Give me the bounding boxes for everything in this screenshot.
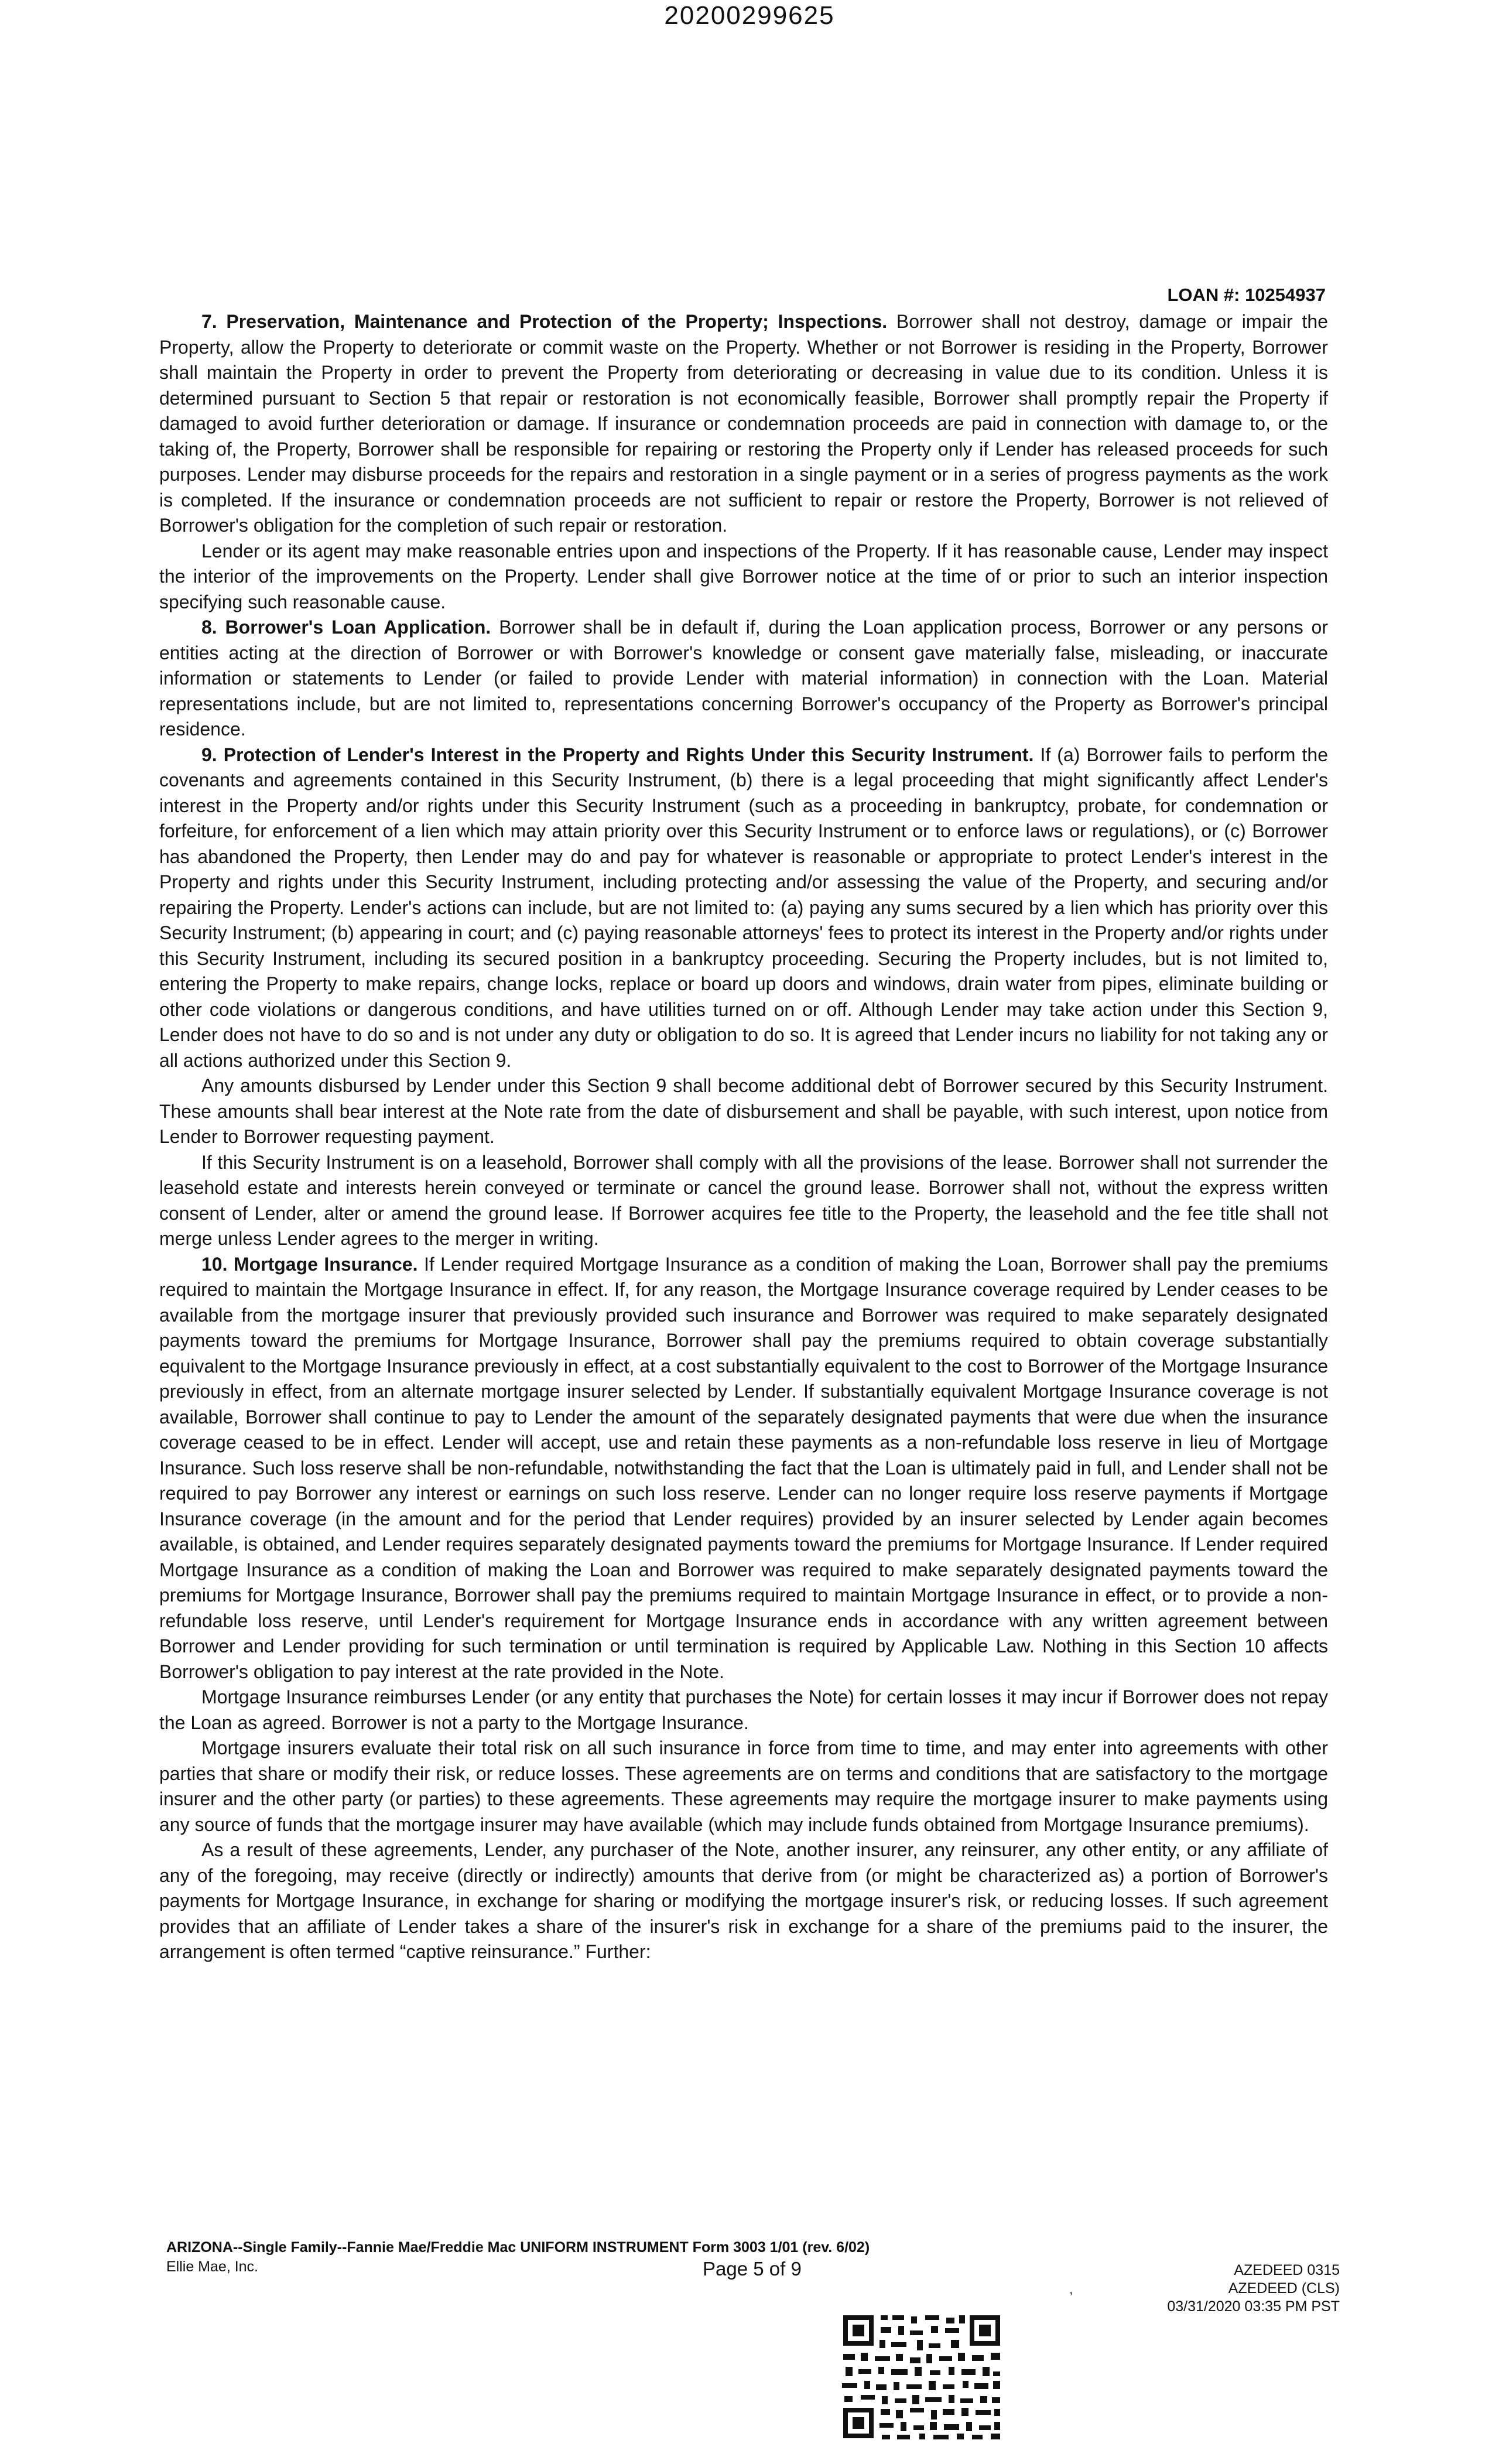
- section-10-insurers-paragraph: Mortgage insurers evaluate their total risk on all such insurance in force from time to time, and may enter into agreements with other parties that share or modify their risk, or reduce losses. These agreements are on terms and conditions that are satisfactory to the mortgage insurer and the other party (or parties) to these agreements. These agreements may require the mortgage insurer to make payments using any source of funds that the mortgage insurer may have available (which may include funds obtained from Mortgage Insurance premiums).: [159, 1737, 1328, 1835]
- section-7-text: Borrower shall not destroy, damage or impair the Property, allow the Property to deteriorate or commit waste on the Property. Whether or not Borrower is residing in the Property, Borrower shall maintain the Property in order to prevent the Property from deteriorating or decreasing in value due to its condition. Unless it is determined pursuant to Section 5 that repair or restoration is not economically feasible, Borrower shall promptly repair the Property if damaged to avoid further deterioration or damage. If insurance or condemnation proceeds are paid in connection with damage to, or the taking of, the Property, Borrower shall be responsible for repairing or restoring the Property only if Lender has released proceeds for such purposes. Lender may disburse proceeds for the repairs and restoration in a single payment or in a series of progress payments as the work is completed. If the insurance or condemnation proceeds are not sufficient to repair or restore the Property, Borrower is not relieved of Borrower's obligation for the completion of such repair or restoration.: [159, 311, 1329, 536]
- loan-number: LOAN #: 10254937: [1167, 285, 1326, 305]
- recording-number: 20200299625: [664, 1, 835, 30]
- footer-codes: [1167, 2261, 1340, 2316]
- section-9-disbursement-paragraph: Any amounts disbursed by Lender under this Section 9 shall become additional debt of Borrower secured by this Security Instrument. These amounts shall bear interest at the Note rate from the date of disbursement and shall be payable, with such interest, upon notice from Lender to Borrower requesting payment.: [159, 1075, 1328, 1147]
- section-9-heading: 9. Protection of Lender's Interest in the Property and Rights Under this Security Instrument.: [201, 744, 1034, 765]
- print-timestamp: 03/31/2020 03:35 PM PST: [1167, 2298, 1340, 2315]
- form-code-1: AZEDEED 0315: [1234, 2262, 1340, 2278]
- section-9-leasehold-paragraph: If this Security Instrument is on a leasehold, Borrower shall comply with all the provisions of the lease. Borrower shall not surrender the leasehold estate and interests herein conveyed or terminate or cancel the ground lease. Borrower shall not, without the express written consent of Lender, alter or amend the ground lease. If Borrower acquires fee title to the Property, the leasehold and the fee title shall not merge unless Lender agrees to the merger in writing.: [159, 1151, 1328, 1249]
- section-9-text: If (a) Borrower fails to perform the covenants and agreements contained in this Security Instrument, (b) there is a legal proceeding that might significantly affect Lender's interest in the Property and/or rights under this Security Instrument (such as a proceeding in bankruptcy, probate, for condemnation or forfeiture, for enforcement of a lien which may attain priority over this Security Instrument or to enforce laws or regulations), or (c) Borrower has abandoned the Property, then Lender may do and pay for whatever is reasonable or appropriate to protect Lender's interest in the Property and rights under this Security Instrument, including protecting and/or assessing the value of the Property, and securing and/or repairing the Property. Lender's actions can include, but are not limited to: (a) paying any sums secured by a lien which has priority over this Security Instrument; (b) appearing in court; and (c) paying reasonable attorneys' fees to protect its interest in the Property and/or rights under this Security Instrument, including its secured position in a bankruptcy proceeding. Securing the Property includes, but is not limited to, entering the Property to make repairs, change locks, replace or board up doors and windows, drain water from pipes, eliminate building or other code violations or dangerous conditions, and have utilities turned on or off. Although Lender may take action under this Section 9, Lender does not have to do so and is not under any duty or obligation to do so. It is agreed that Lender incurs no liability for not taking any or all actions authorized under this Section 9.: [159, 744, 1329, 1071]
- section-10-text: If Lender required Mortgage Insurance as a condition of making the Loan, Borrower shall pay the premiums required to maintain the Mortgage Insurance in effect. If, for any reason, the Mortgage Insurance coverage required by Lender ceases to be available from the mortgage insurer that previously provided such insurance and Borrower was required to make separately designated payments toward the premiums for Mortgage Insurance, Borrower shall pay the premiums required to obtain coverage substantially equivalent to the Mortgage Insurance previously in effect, at a cost substantially equivalent to the cost to Borrower of the Mortgage Insurance previously in effect, from an alternate mortgage insurer selected by Lender. If substantially equivalent Mortgage Insurance coverage is not available, Borrower shall continue to pay to Lender the amount of the separately designated payments that were due when the insurance coverage ceased to be in effect. Lender will accept, use and retain these payments as a non-refundable loss reserve in lieu of Mortgage Insurance. Such loss reserve shall be non-refundable, notwithstanding the fact that the Loan is ultimately paid in full, and Lender shall not be required to pay Borrower any interest or earnings on such loss reserve. Lender can no longer require loss reserve payments if Mortgage Insurance coverage (in the amount and for the period that Lender requires) provided by an insurer selected by Lender again becomes available, is obtained, and Lender requires separately designated payments toward the premiums for Mortgage Insurance. If Lender required Mortgage Insurance as a condition of making the Loan and Borrower was required to make separately designated payments toward the premiums for Mortgage Insurance, Borrower shall pay the premiums required to maintain Mortgage Insurance in effect, or to provide a non-refundable loss reserve, until Lender's requirement for Mortgage Insurance ends in accordance with any written agreement between Borrower and Lender providing for such termination or until termination is required by Applicable Law. Nothing in this Section 10 affects Borrower's obligation to pay interest at the rate provided in the Note.: [159, 1253, 1329, 1682]
- section-7: [159, 309, 1328, 539]
- company-name: Ellie Mae, Inc.: [166, 2258, 259, 2275]
- form-code-2: AZEDEED (CLS): [1228, 2280, 1340, 2297]
- section-7-heading: 7. Preservation, Maintenance and Protection of the Property; Inspections.: [201, 311, 888, 332]
- page-number: Page 5 of 9: [703, 2258, 802, 2280]
- section-10-reimburse-paragraph: Mortgage Insurance reimburses Lender (or any entity that purchases the Note) for certain losses it may incur if Borrower does not repay the Loan as agreed. Borrower is not a party to the Mortgage Insurance.: [159, 1686, 1328, 1733]
- qr-code-icon: [837, 2311, 1006, 2443]
- stray-mark: ,: [1069, 2281, 1073, 2297]
- form-identifier: ARIZONA--Single Family--Fannie Mae/Freddie Mac UNIFORM INSTRUMENT Form 3003 1/01 (rev. 6/02): [166, 2239, 870, 2256]
- section-9: [159, 742, 1328, 1074]
- section-7-inspections-paragraph: Lender or its agent may make reasonable entries upon and inspections of the Property. If it has reasonable cause, Lender may inspect the interior of the improvements on the Property. Lender shall give Borrower notice at the time of or prior to such an interior inspection specifying such reasonable cause.: [159, 540, 1328, 612]
- section-10-agreements-paragraph: As a result of these agreements, Lender, any purchaser of the Note, another insurer, any reinsurer, any other entity, or any affiliate of any of the foregoing, may receive (directly or indirectly) amounts that derive from (or might be characterized as) a portion of Borrower's payments for Mortgage Insurance, in exchange for sharing or modifying the mortgage insurer's risk, or reducing losses. If such agreement provides that an affiliate of Lender takes a share of the insurer's risk in exchange for a share of the premiums paid to the insurer, the arrangement is often termed “captive reinsurance.” Further:: [159, 1839, 1328, 1962]
- section-8-heading: 8. Borrower's Loan Application.: [201, 617, 491, 638]
- section-8-text: Borrower shall be in default if, during the Loan application process, Borrower or any persons or entities acting at the direction of Borrower or with Borrower's knowledge or consent gave materially false, misleading, or inaccurate information or statements to Lender (or failed to provide Lender with material information) in connection with the Loan. Material representations include, but are not limited to, representations concerning Borrower's occupancy of the Property as Borrower's principal residence.: [159, 617, 1329, 740]
- section-8: [159, 615, 1328, 742]
- document-body: [159, 309, 1328, 1965]
- section-10-heading: 10. Mortgage Insurance.: [201, 1253, 418, 1275]
- section-10: [159, 1252, 1328, 1685]
